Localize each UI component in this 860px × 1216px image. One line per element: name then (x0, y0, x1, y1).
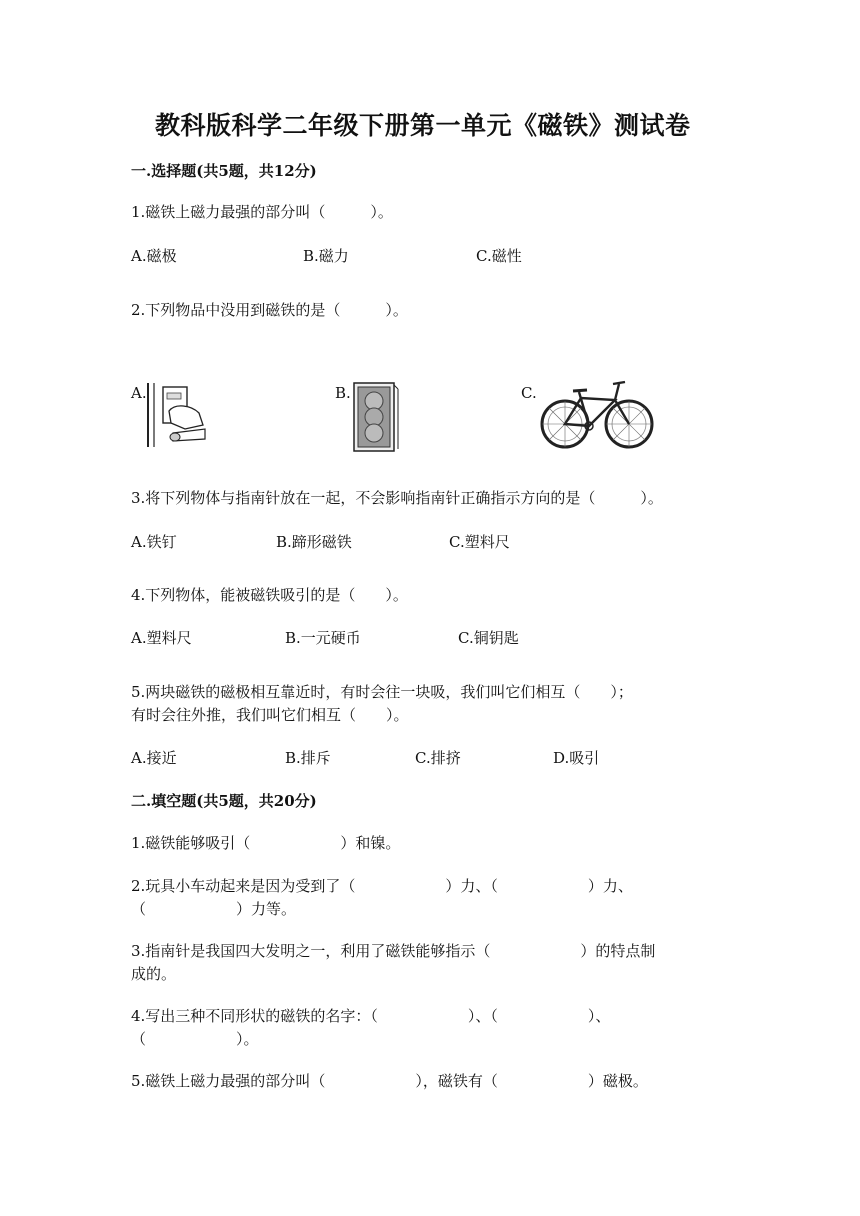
question-2-option-a: A. (131, 384, 147, 402)
question-5-text-line2: 有时会往外推，我们叫它们相互（ ）。 (131, 706, 409, 724)
fill-question-2-line2: （ ）力等。 (131, 900, 297, 918)
fill-question-4-line1: 4.写出三种不同形状的磁铁的名字：（ ）、（ ）、 (131, 1007, 611, 1025)
heater-image (352, 381, 400, 453)
door-lock-image (145, 383, 213, 449)
question-3-option-b: B.蹄形磁铁 (276, 533, 352, 551)
question-4-text: 4.下列物体，能被磁铁吸引的是（ ）。 (131, 586, 408, 604)
question-2-option-c: C. (521, 384, 537, 402)
question-5-option-d: D.吸引 (553, 749, 600, 767)
fill-question-4-line2: （ ）。 (131, 1030, 259, 1048)
section-heading-fill: 二.填空题(共5题，共20分) (131, 792, 317, 810)
question-3-text: 3.将下列物体与指南针放在一起，不会影响指南针正确指示方向的是（ ）。 (131, 489, 663, 507)
question-1-option-b: B.磁力 (303, 247, 349, 265)
question-4-option-c: C.铜钥匙 (458, 629, 519, 647)
bicycle-image (537, 378, 655, 450)
question-3-option-a: A.铁钉 (131, 533, 177, 551)
question-1-option-a: A.磁极 (131, 247, 177, 265)
question-4-option-a: A.塑料尺 (131, 629, 192, 647)
question-5-option-b: B.排斥 (285, 749, 331, 767)
page-title: 教科版科学二年级下册第一单元《磁铁》测试卷 (155, 111, 691, 140)
question-4-option-b: B.一元硬币 (285, 629, 361, 647)
fill-question-5: 5.磁铁上磁力最强的部分叫（ ），磁铁有（ ）磁极。 (131, 1072, 648, 1090)
question-2-text: 2.下列物品中没用到磁铁的是（ ）。 (131, 301, 408, 319)
question-2-option-b: B. (335, 384, 351, 402)
section-heading-choice: 一.选择题(共5题，共12分) (131, 162, 317, 180)
question-5-text-line1: 5.两块磁铁的磁极相互靠近时，有时会往一块吸，我们叫它们相互（ ）； (131, 683, 633, 701)
question-5-option-c: C.排挤 (415, 749, 461, 767)
question-5-option-a: A.接近 (131, 749, 177, 767)
fill-question-1: 1.磁铁能够吸引（ ）和镍。 (131, 834, 401, 852)
fill-question-2-line1: 2.玩具小车动起来是因为受到了（ ）力、（ ）力、 (131, 877, 633, 895)
fill-question-3-line1: 3.指南针是我国四大发明之一，利用了磁铁能够指示（ ）的特点制 (131, 942, 656, 960)
fill-question-3-line2: 成的。 (131, 965, 177, 983)
question-1-option-c: C.磁性 (476, 247, 522, 265)
question-3-option-c: C.塑料尺 (449, 533, 510, 551)
question-1-text: 1.磁铁上磁力最强的部分叫（ ）。 (131, 203, 393, 221)
